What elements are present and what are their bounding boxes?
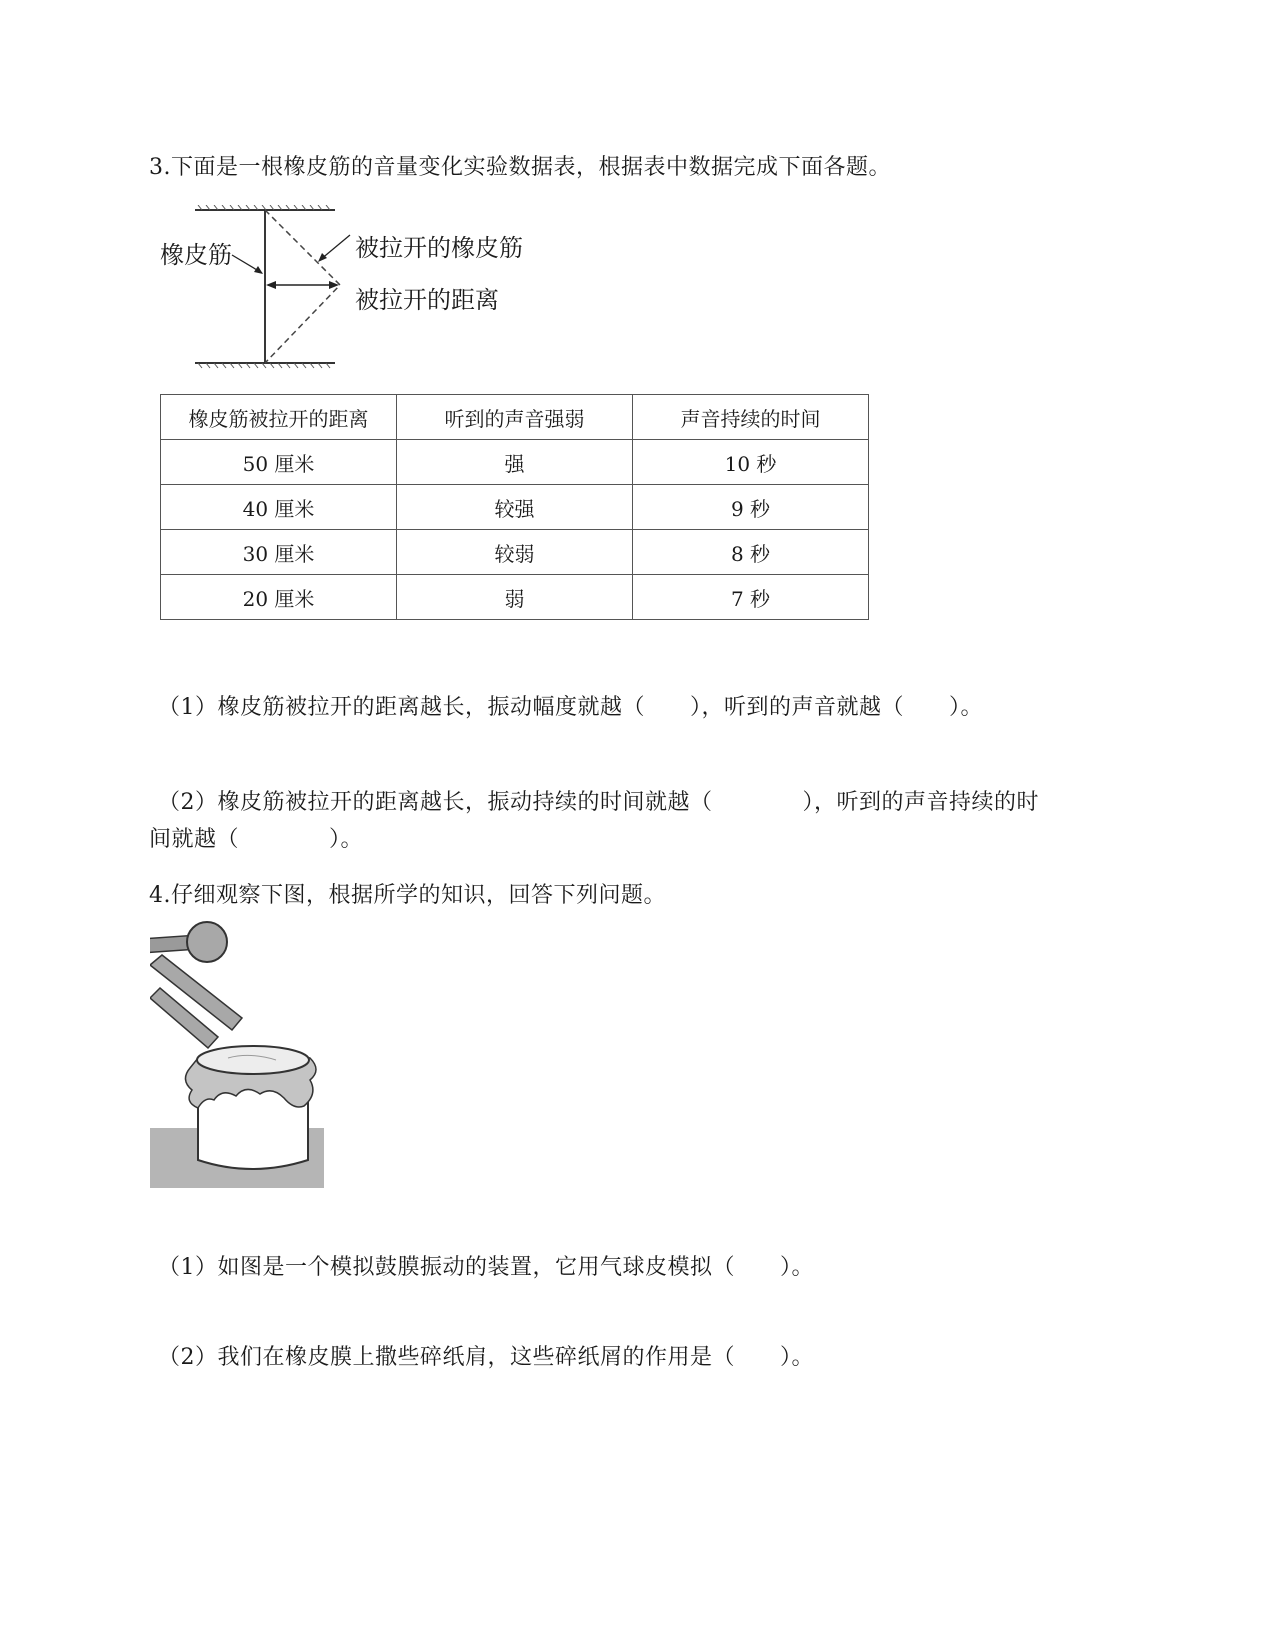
- table-cell: 8 秒: [633, 530, 869, 575]
- table-row: [161, 575, 869, 620]
- table-cell: 7 秒: [633, 575, 869, 620]
- table-cell: 强: [397, 440, 633, 485]
- rubber-band-diagram: [150, 205, 570, 390]
- question-4-title: 4.仔细观察下图，根据所学的知识，回答下列问题。: [149, 883, 666, 908]
- table-row: [161, 530, 869, 575]
- label-rubber-band: 橡皮筋: [160, 241, 232, 269]
- table-header: 听到的声音强弱: [397, 395, 633, 440]
- label-stretch-distance: 被拉开的距离: [355, 286, 499, 314]
- question-4-part-1: （1）如图是一个模拟鼓膜振动的装置，它用气球皮模拟（ ）。: [158, 1255, 814, 1280]
- table-row: [161, 485, 869, 530]
- table-cell: 较弱: [397, 530, 633, 575]
- question-3-part-2-line-1: （2）橡皮筋被拉开的距离越长，振动持续的时间就越（ ），听到的声音持续的时: [158, 790, 1040, 815]
- table-cell: 10 秒: [633, 440, 869, 485]
- question-3-title: 3.下面是一根橡皮筋的音量变化实验数据表，根据表中数据完成下面各题。: [149, 155, 891, 180]
- question-4-part-2: （2）我们在橡皮膜上撒些碎纸肩，这些碎纸屑的作用是（ ）。: [158, 1345, 814, 1370]
- table-cell: 弱: [397, 575, 633, 620]
- table-cell: 9 秒: [633, 485, 869, 530]
- table-cell: 较强: [397, 485, 633, 530]
- table-cell: 50 厘米: [161, 440, 397, 485]
- eardrum-model-figure: [150, 920, 324, 1188]
- drum-illustration: [150, 920, 324, 1188]
- table-row: [161, 440, 869, 485]
- table-cell: 30 厘米: [161, 530, 397, 575]
- table-header: 声音持续的时间: [633, 395, 869, 440]
- question-3-part-2-line-2: 间就越（ ）。: [149, 827, 364, 852]
- table-cell: 40 厘米: [161, 485, 397, 530]
- table-header-row: [161, 395, 869, 440]
- rubber-band-data-table: [160, 394, 869, 620]
- question-3-part-1: （1）橡皮筋被拉开的距离越长，振动幅度就越（ ），听到的声音就越（ ）。: [158, 695, 983, 720]
- table-header: 橡皮筋被拉开的距离: [161, 395, 397, 440]
- label-stretched-band: 被拉开的橡皮筋: [355, 234, 523, 262]
- table-cell: 20 厘米: [161, 575, 397, 620]
